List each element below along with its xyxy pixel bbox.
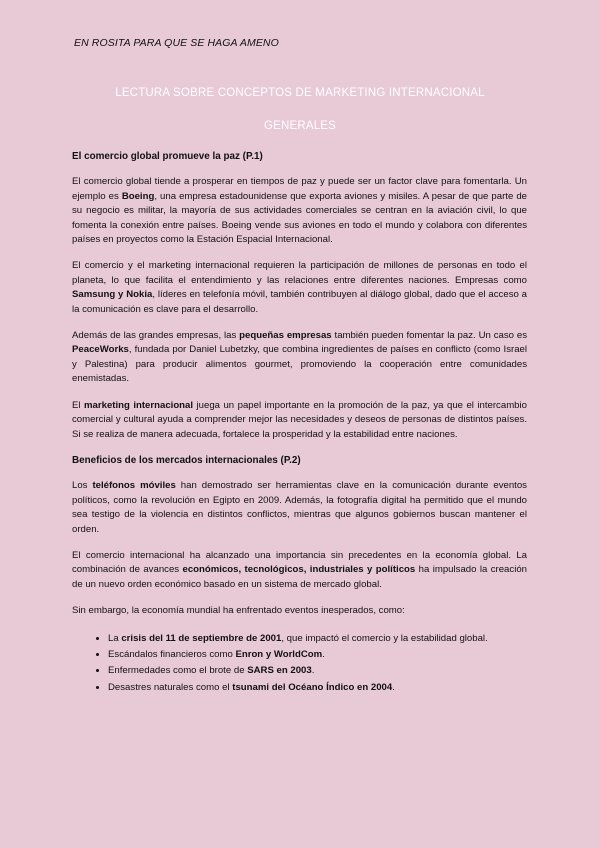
section2-paragraph-1: Los teléfonos móviles han demostrado ser herramientas clave en la comunicación durante eventos políticos, como la revolución en Egipto en 2009. Además, la fotografía digital ha permitido que el mundo sea testigo de la violencia en distintos conflictos, mientras que algunos gobiernos buscan mantener el orden.: [72, 480, 527, 535]
list-item: • Desastres naturales como el tsunami del Océano Índico en 2004.: [108, 680, 527, 695]
section1-paragraph-1: El comercio global tiende a prosperar en tiempos de paz y puede ser un factor clave para fomentarla. Un ejemplo es Boeing, una empresa estadounidense que exporta aviones y misiles. A pesar de que parte de su negocio es militar, la mayoría de sus actividades comerciales se centran en la aviación civil, lo que fomenta la conexión entre países. Boeing vende sus aviones en todo el mundo y colabora con diferentes países en proyectos como la Estación Espacial Internacional.: [72, 176, 528, 246]
section2-paragraph-3: Sin embargo, la economía mundial ha enfrentado eventos inesperados, como:: [72, 605, 405, 617]
events-list: [72, 631, 527, 696]
section1-heading: El comercio global promueve la paz (P.1): [72, 151, 263, 162]
document-body: [72, 150, 527, 696]
section1-paragraph-3: Además de las grandes empresas, las pequeñas empresas también pueden fomentar la paz. Un caso es PeaceWorks, fundada por Daniel Lubetzky, que combina ingredientes de países en conflicto (como Israel y Palestina) para producir alimentos gourmet, promoviendo la cooperación entre comunidades enemistadas.: [72, 330, 528, 385]
title-line-1: LECTURA SOBRE CONCEPTOS DE MARKETING INTERNACIONAL: [115, 87, 485, 99]
section1-paragraph-2: El comercio y el marketing internacional requieren la participación de millones de personas en todo el planeta, lo que facilita el entendimiento y las relaciones entre diferentes naciones. Empresas como Samsung y Nokia, líderes en telefonía móvil, también contribuyen al diálogo global, dado que el acceso a la comunicación es clave para el desarrollo.: [72, 260, 527, 315]
title-line-2: GENERALES: [263, 120, 337, 132]
list-item: • Enfermedades como el brote de SARS en 2003.: [108, 663, 527, 678]
section1-paragraph-4: El marketing internacional juega un papel importante en la promoción de la paz, ya que el intercambio comercial y cultural ayuda a comprender mejor las necesidades y deseos de personas de distintos países. Si se realiza de manera adecuada, fortalece la prosperidad y la estabilidad entre naciones.: [72, 399, 527, 440]
header-note: EN ROSITA PARA QUE SE HAGA AMENO: [74, 37, 279, 49]
list-item: • La crisis del 11 de septiembre de 2001, que impactó el comercio y la estabilidad global.: [108, 631, 527, 646]
section2-heading: Beneficios de los mercados internacionales (P.2): [72, 454, 301, 466]
list-item: • Escándalos financieros como Enron y WorldCom.: [108, 647, 527, 662]
section2-paragraph-2: El comercio internacional ha alcanzado una importancia sin precedentes en la economía global. La combinación de avances económicos, tecnológicos, industriales y políticos ha impulsado la creación de un nuevo orden económico basado en un sistema de mercado global.: [72, 549, 527, 590]
